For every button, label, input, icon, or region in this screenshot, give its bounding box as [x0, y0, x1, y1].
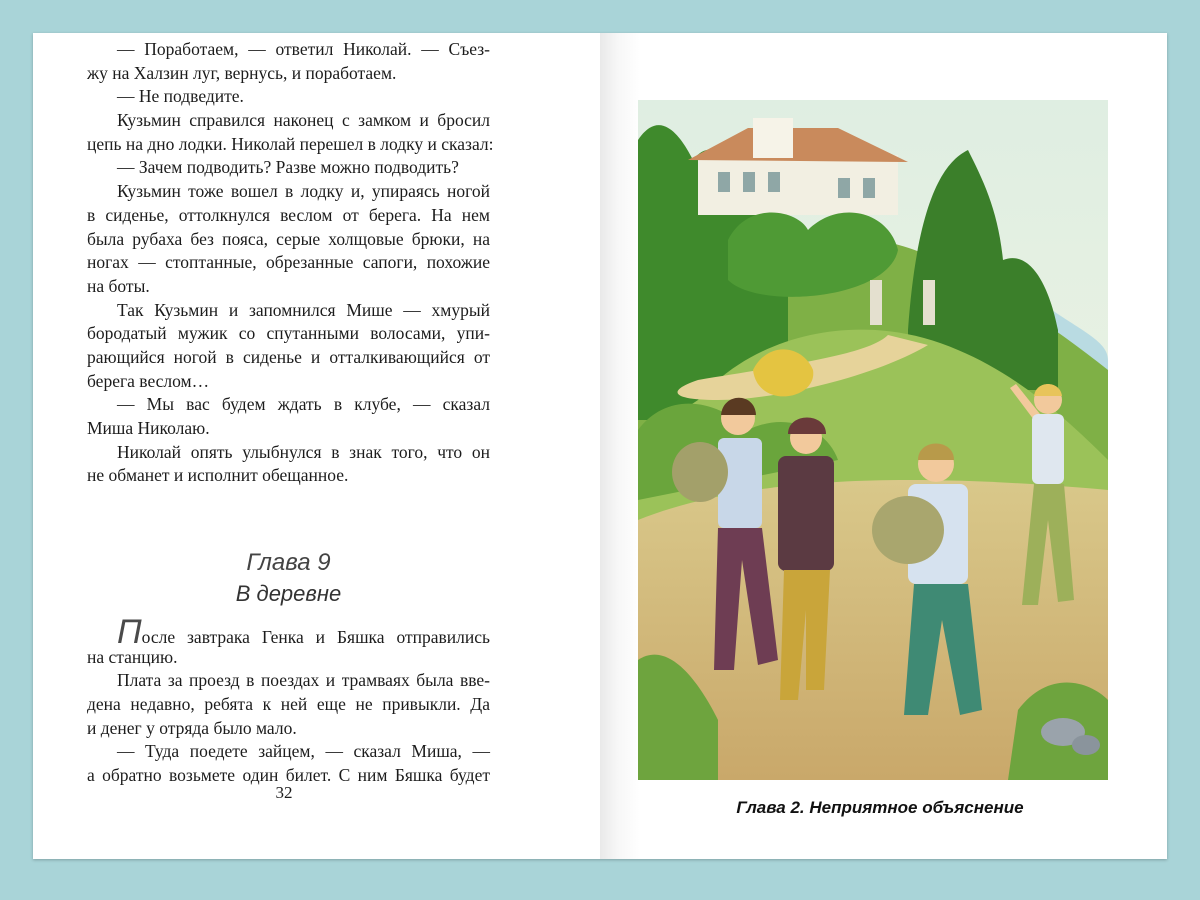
boys-walking-to-manor-illustration	[638, 100, 1108, 780]
text-line: Плата за проезд в поездах и трамваях была вве-	[117, 670, 490, 691]
text-line: жу на Халзин луг, вернусь, и поработаем.	[87, 62, 397, 83]
manor-window	[718, 172, 730, 192]
manor-window	[863, 178, 875, 198]
text-line: Кузьмин тоже вошел в лодку и, упираясь ногой	[117, 181, 490, 202]
text-line: на станцию.	[87, 646, 178, 667]
text-line: бородатый мужик со спутанными волосами, упи-	[87, 323, 490, 344]
text-line: не обманет и исполнит обещанное.	[87, 465, 349, 486]
text-line: в сиденье, оттолкнулся веслом от берега. На нем	[87, 204, 490, 225]
manor-window	[743, 172, 755, 192]
sack	[672, 442, 728, 502]
text-line: была рубаха без пояса, серые холщовые брюки, на	[87, 228, 490, 249]
chapter-title: Глава 9	[246, 549, 331, 576]
text-line: — Поработаем, — ответил Николай. — Съез-	[117, 39, 490, 59]
text-line: Миша Николаю.	[87, 418, 210, 438]
page-number: 32	[275, 783, 293, 802]
text-line: Кузьмин справился наконец с замком и бросил	[117, 110, 490, 131]
text-line: на боты.	[87, 275, 150, 296]
text-line: берега веслом…	[87, 370, 210, 391]
chapter-subtitle: В деревне	[235, 581, 342, 606]
shirt	[1032, 414, 1064, 484]
text-line: дена недавно, ребята к ней еще не привыкли. Да	[87, 694, 490, 715]
drop-cap: П	[117, 613, 142, 651]
manor-window	[838, 178, 850, 198]
gate-pillar	[923, 280, 935, 325]
text-line: цепь на дно лодки. Николай перешел в лодку и сказал:	[87, 133, 494, 154]
text-line: а обратно возьмете один билет. С ним Бяшка будет	[87, 765, 490, 786]
boy-in-cap	[778, 418, 834, 701]
body-text-top	[87, 38, 494, 488]
text-line: — Туда поедете зайцем, — сказал Миша, —	[117, 741, 490, 762]
text-line: и денег у отряда было мало.	[87, 717, 297, 738]
text-line: ногах — стоптанные, обрезанные сапоги, похожие	[87, 252, 490, 273]
illustration-caption: Глава 2. Неприятное объяснение	[736, 798, 1024, 817]
text-line: Так Кузьмин и запомнился Мише — хмурый	[117, 299, 490, 320]
sack	[872, 496, 944, 564]
text-line: — Зачем подводить? Разве можно подводить?	[117, 157, 459, 178]
gate-pillar	[870, 280, 882, 325]
text-line: — Мы вас будем ждать в клубе, — сказал	[117, 394, 490, 415]
text-line: Николай опять улыбнулся в знак того, что он	[117, 441, 490, 462]
manor-tower	[753, 118, 793, 158]
body-text-bottom	[87, 613, 490, 788]
text-line: рающийся ногой в сиденье и отталкивающийся от	[87, 346, 490, 367]
text-line: — Не подведите.	[117, 86, 244, 107]
text-line-dropcap	[87, 613, 490, 651]
rock	[1072, 735, 1100, 755]
jacket	[778, 456, 834, 571]
body-text-bottom-lines	[87, 646, 490, 788]
first-line-text: осле завтрака Генка и Бяшка отправились	[141, 627, 490, 647]
manor-window	[768, 172, 780, 192]
